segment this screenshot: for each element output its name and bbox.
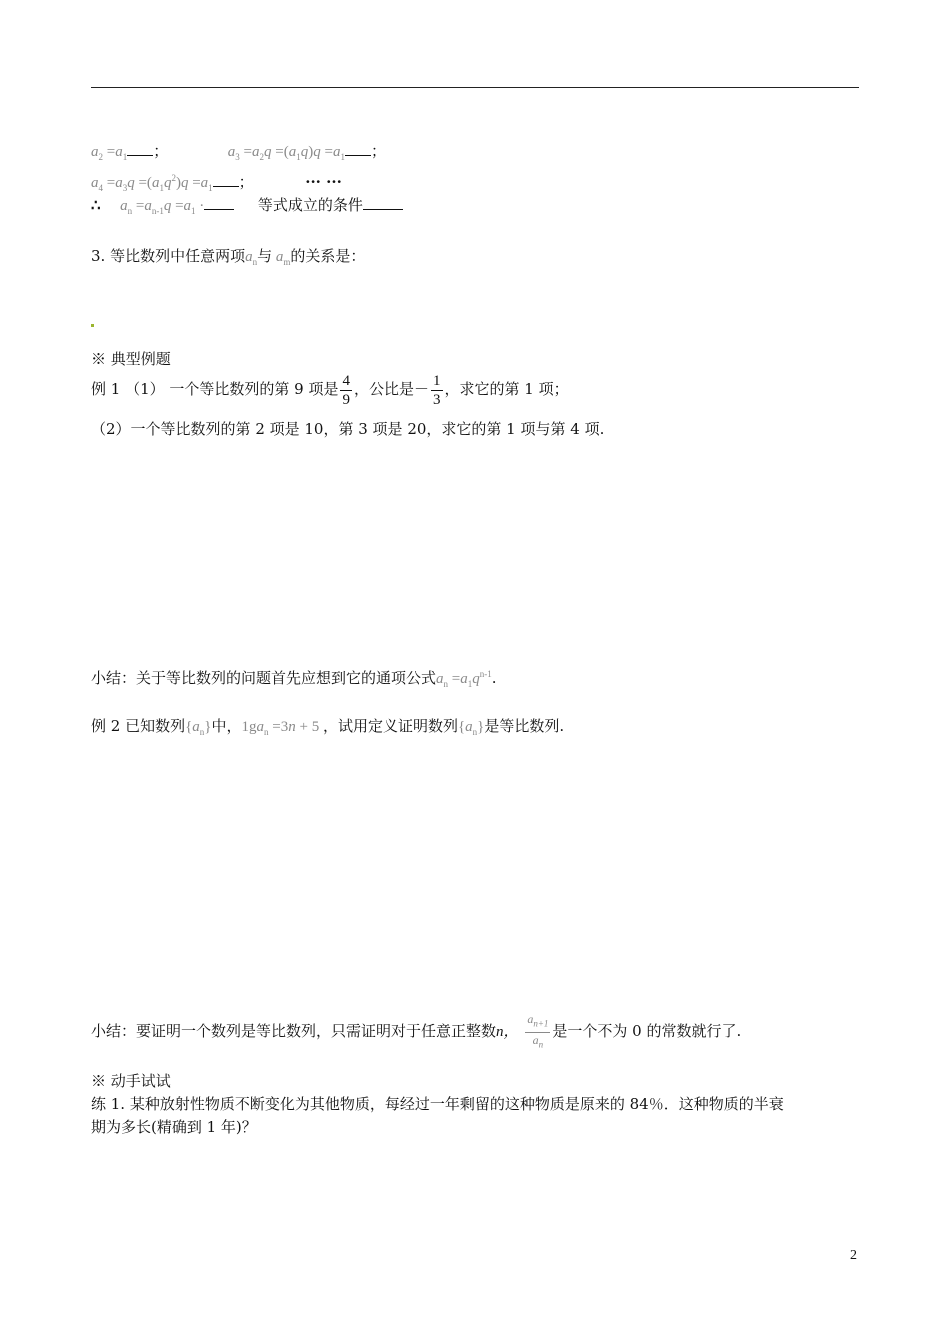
- fraction-1-3: $\frac{1}{3}$: [433, 372, 441, 408]
- ellipsis: ··· ···: [305, 173, 342, 191]
- header-rule: [91, 87, 859, 88]
- example-1-part-1: 例 1 （1） 一个等比数列的第 9 项是 $\frac{4}{9}$ ，公比是－ $\frac{1}{3}$ ，求它的第 1 项；: [91, 372, 569, 408]
- section-practice-heading: ※ 动手试试: [91, 1072, 171, 1090]
- section-examples-heading: ※ 典型例题: [91, 350, 171, 368]
- decorative-dot: [91, 324, 94, 327]
- formula-line-1: $a_2 =a_1$ ； $a_3 =a_2q =(a_1q)q =a_1$ ；: [91, 142, 386, 162]
- example-1-part-2: （2）一个等比数列的第 2 项是 10，第 3 项是 20，求它的第 1 项与第 4 项.: [91, 420, 605, 438]
- fraction-4-9: $\frac{4}{9}$: [342, 372, 350, 408]
- practice-1-line-1: 练 1. 某种放射性物质不断变化为其他物质，每经过一年剩留的这种物质是原来的 84％．这种物质的半衰: [91, 1095, 784, 1113]
- formula-line-2: $a_4 =a_3q =(a_1q^2)q =a_1$ ； ··· ···: [91, 173, 342, 193]
- practice-1-line-2: 期为多长(精确到 1 年)？: [91, 1118, 257, 1136]
- formula-line-3: ∴ $a_n =a_{n-1}q =a_1$ · 等式成立的条件: [91, 195, 403, 221]
- example-2: 例 2 已知数列$\{a_n\}$中，$1ga_n =3n + 5$ ，试用定义证明数列$\{a_n\}$是等比数列.: [91, 717, 565, 737]
- page-number: 2: [850, 1248, 857, 1263]
- summary-1: 小结：关于等比数列的问题首先应想到它的通项公式$a_n =a_1q^{n-1}$.: [91, 669, 497, 689]
- fraction-an1-an: $\frac{a_{n+1}}{a_n}$: [527, 1012, 549, 1049]
- item-3: 3. 等比数列中任意两项$a_n$与 $a_m$的关系是：: [91, 247, 366, 267]
- summary-2: 小结：要证明一个数列是等比数列，只需证明对于任意正整数n， $\frac{a_{n+1}}{a_n}$ 是一个不为 0 的常数就行了.: [91, 1008, 741, 1055]
